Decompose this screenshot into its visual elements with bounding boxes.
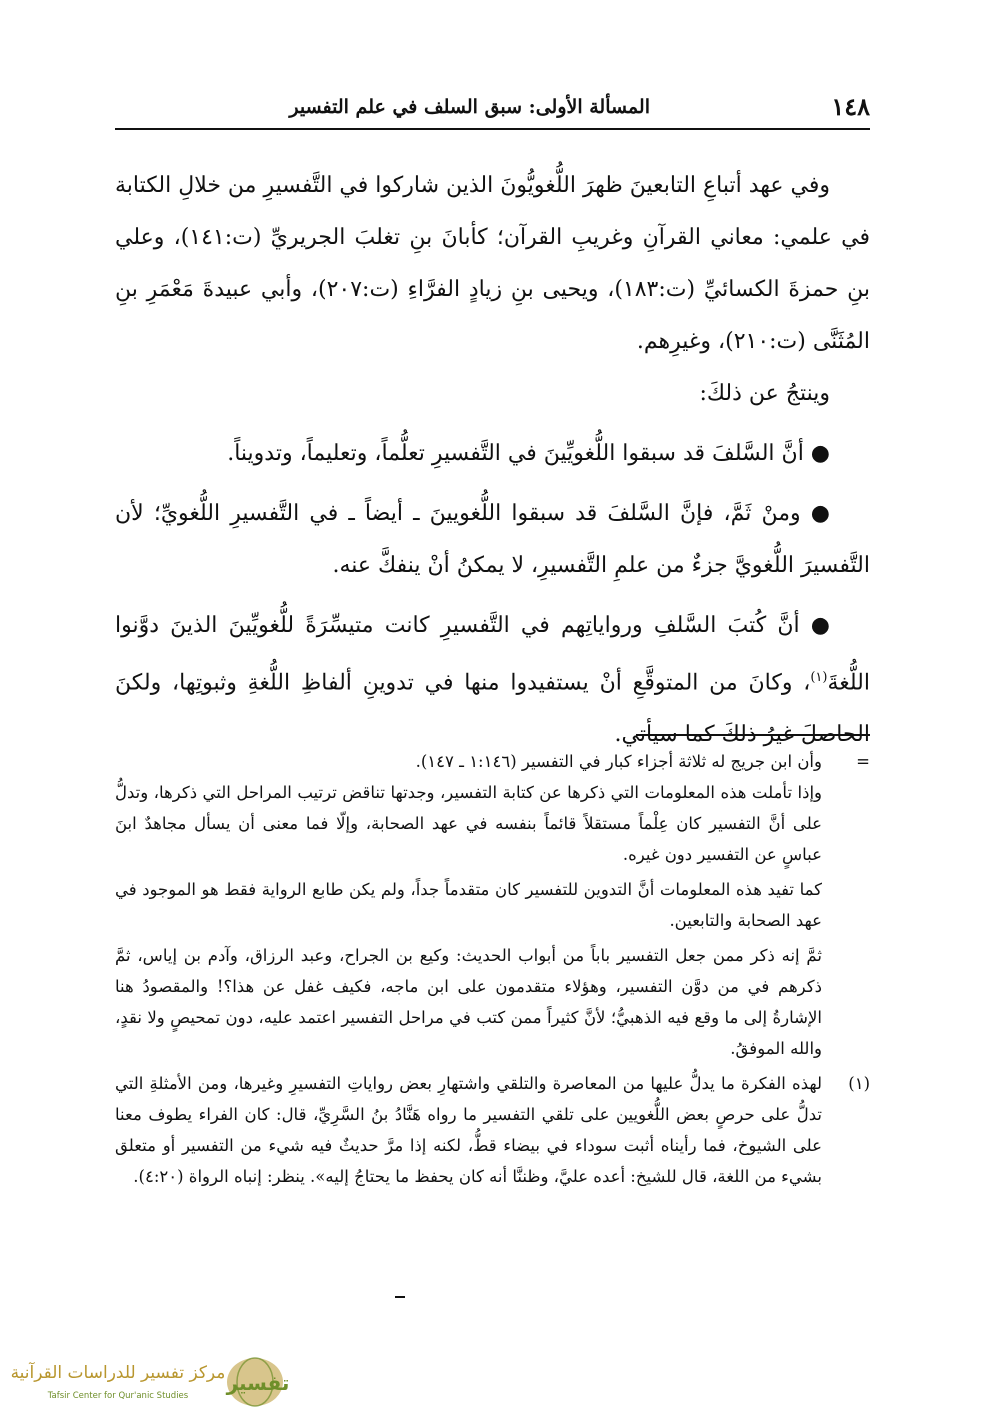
bullet-3-text-a: ● أنَّ كُتبَ السَّلفِ ورواياتِهم في التَّفسيرِ كانت متيسِّرَةً للُّغويِّينَ الذينَ دوَّنوا اللُّغةَ [115, 613, 870, 696]
page-mark [395, 1296, 405, 1298]
footnote-continuation [115, 746, 870, 1064]
logo-name-ar: مركز تفسير للدراسات القرآنية [10, 1363, 226, 1383]
running-title: المسألة الأولى: سبق السلف في علم التفسير [289, 96, 650, 118]
logo-name-en: Tafsir Center for Qur'anic Studies [47, 1391, 189, 1401]
footnote-1 [115, 1068, 870, 1192]
main-text [115, 160, 870, 761]
footnote-separator [636, 734, 870, 736]
footnote-cont-para-1: وأن ابن جريج له ثلاثة أجزاء كبار في التفسير (١:١٤٦ ـ ١٤٧). [415, 752, 822, 771]
paragraph-intro: وفي عهد أتباعِ التابعينَ ظهرَ اللُّغويُّونَ الذين شاركوا في التَّفسيرِ من خلالِ الكتابة في علمي: معاني القرآنِ وغريبِ القرآن؛ كأبانَ بنِ تغلبَ الجريريِّ (ت:١٤١)، وعلي بنِ حمزةَ الكسائيِّ (ت:١٨٣)، ويحيى بنِ زيادٍ الفرَّاءِ (ت:٢٠٧)، وأبي عبيدةَ مَعْمَرِ بنِ المُثَنَّى (ت:٢١٠)، وغيرِهم. [115, 173, 870, 354]
logo-graphic [0, 1352, 290, 1410]
paragraph-lead: وينتجُ عن ذلكَ: [699, 381, 830, 406]
footnote-1-text: لهذه الفكرة ما يدلُّ عليها من المعاصرة والتلقي واشتهارِ بعض رواياتِ التفسيرِ وغيرها، ومن الأمثلةِ التي تدلُّ على حرصٍ بعض اللُّغويين على تلقي التفسير ما رواه هَنَّادُ بنُ السَّرِيِّ، قال: كان الفراء يطوف معنا على الشيوخ، فما رأيناه أثبت سوداء في بيضاء قطُّ، لكنه إذا مرَّ حديثٌ فيه شيء من التفسير أو متعلق بشيء من اللغة، قال للشيخ: أعده عليَّ، وظننَّا أنه كان يحفظ ما يحتاجُ إليه». ينظر: إنباه الرواة (٤:٢٠). [115, 1074, 822, 1186]
logo-emblem-text: تفسير [226, 1371, 290, 1395]
bullet-point-1: ● أنَّ السَّلفَ قد سبقوا اللُّغويِّينَ في التَّفسيرِ تعلُّماً، وتعليماً، وتدويناً. [227, 441, 830, 466]
footnote-cont-para-3: كما تفيد هذه المعلومات أنَّ التدوين للتفسير كان متقدماً جداً، ولم يكن طابع الرواية فقط هو الموجود في عهد الصحابة والتابعين. [115, 880, 822, 930]
footnote-cont-para-4: ثمَّ إنه ذكر ممن جعل التفسير باباً من أبواب الحديث: وكيع بن الجراح، وعبد الرزاق، وآدم بن إياس، ثمَّ ذكرهم في من دوَّن التفسير، وهؤلاء متقدمون على ابن ماجه، فكيف غفل عن هذا؟! والمقصودُ هنا الإشارةُ إلى ما وقع فيه الذهبيُّ؛ لأنَّ كثيراً ممن كتب في مراحل التفسير اعتمد عليه، دون تمحيصٍ ولا نقدٍ، والله الموفقُ. [115, 946, 822, 1058]
bullet-3-text-b: ، وكانَ من المتوقَّعِ أنْ يستفيدوا منها في تدوينِ ألفاظِ اللُّغةِ وثبوتِها، ولكنَ الحاصلَ غيرُ ذلكَ كما سيأتي. [115, 670, 870, 748]
footnote-1-mark: (١) [848, 1074, 870, 1093]
continuation-mark: = [856, 752, 870, 771]
footnote-cont-para-2: وإذا تأملت هذه المعلومات التي ذكرها عن كتابة التفسير، وجدتها تناقض ترتيب المراحل التي ذكرها، وتدلُّ على أنَّ التفسير كان عِلْماً مستقلاً قائماً بنفسه في عهد الصحابة، وإلّا فما معنى أن يسأل مجاهدٌ ابنَ عباسٍ عن التفسير دون غيره. [115, 783, 822, 864]
footnote-ref-1[interactable]: (١) [810, 670, 828, 685]
bullet-point-3 [115, 600, 870, 761]
footnotes [115, 746, 870, 1192]
bullet-point-2: ● ومنْ ثَمَّ، فإنَّ السَّلفَ قد سبقوا اللُّغويينَ ـ أيضاً ـ في التَّفسيرِ اللُّغويِّ؛ لأن التَّفسيرَ اللُّغويَّ جزءٌ من علمِ التَّفسيرِ، لا يمكنُ أنْ ينفكَّ عنه. [115, 501, 870, 578]
tafsir-center-logo [0, 1352, 290, 1410]
page-number: ١٤٨ [831, 92, 870, 121]
running-header [115, 92, 870, 130]
